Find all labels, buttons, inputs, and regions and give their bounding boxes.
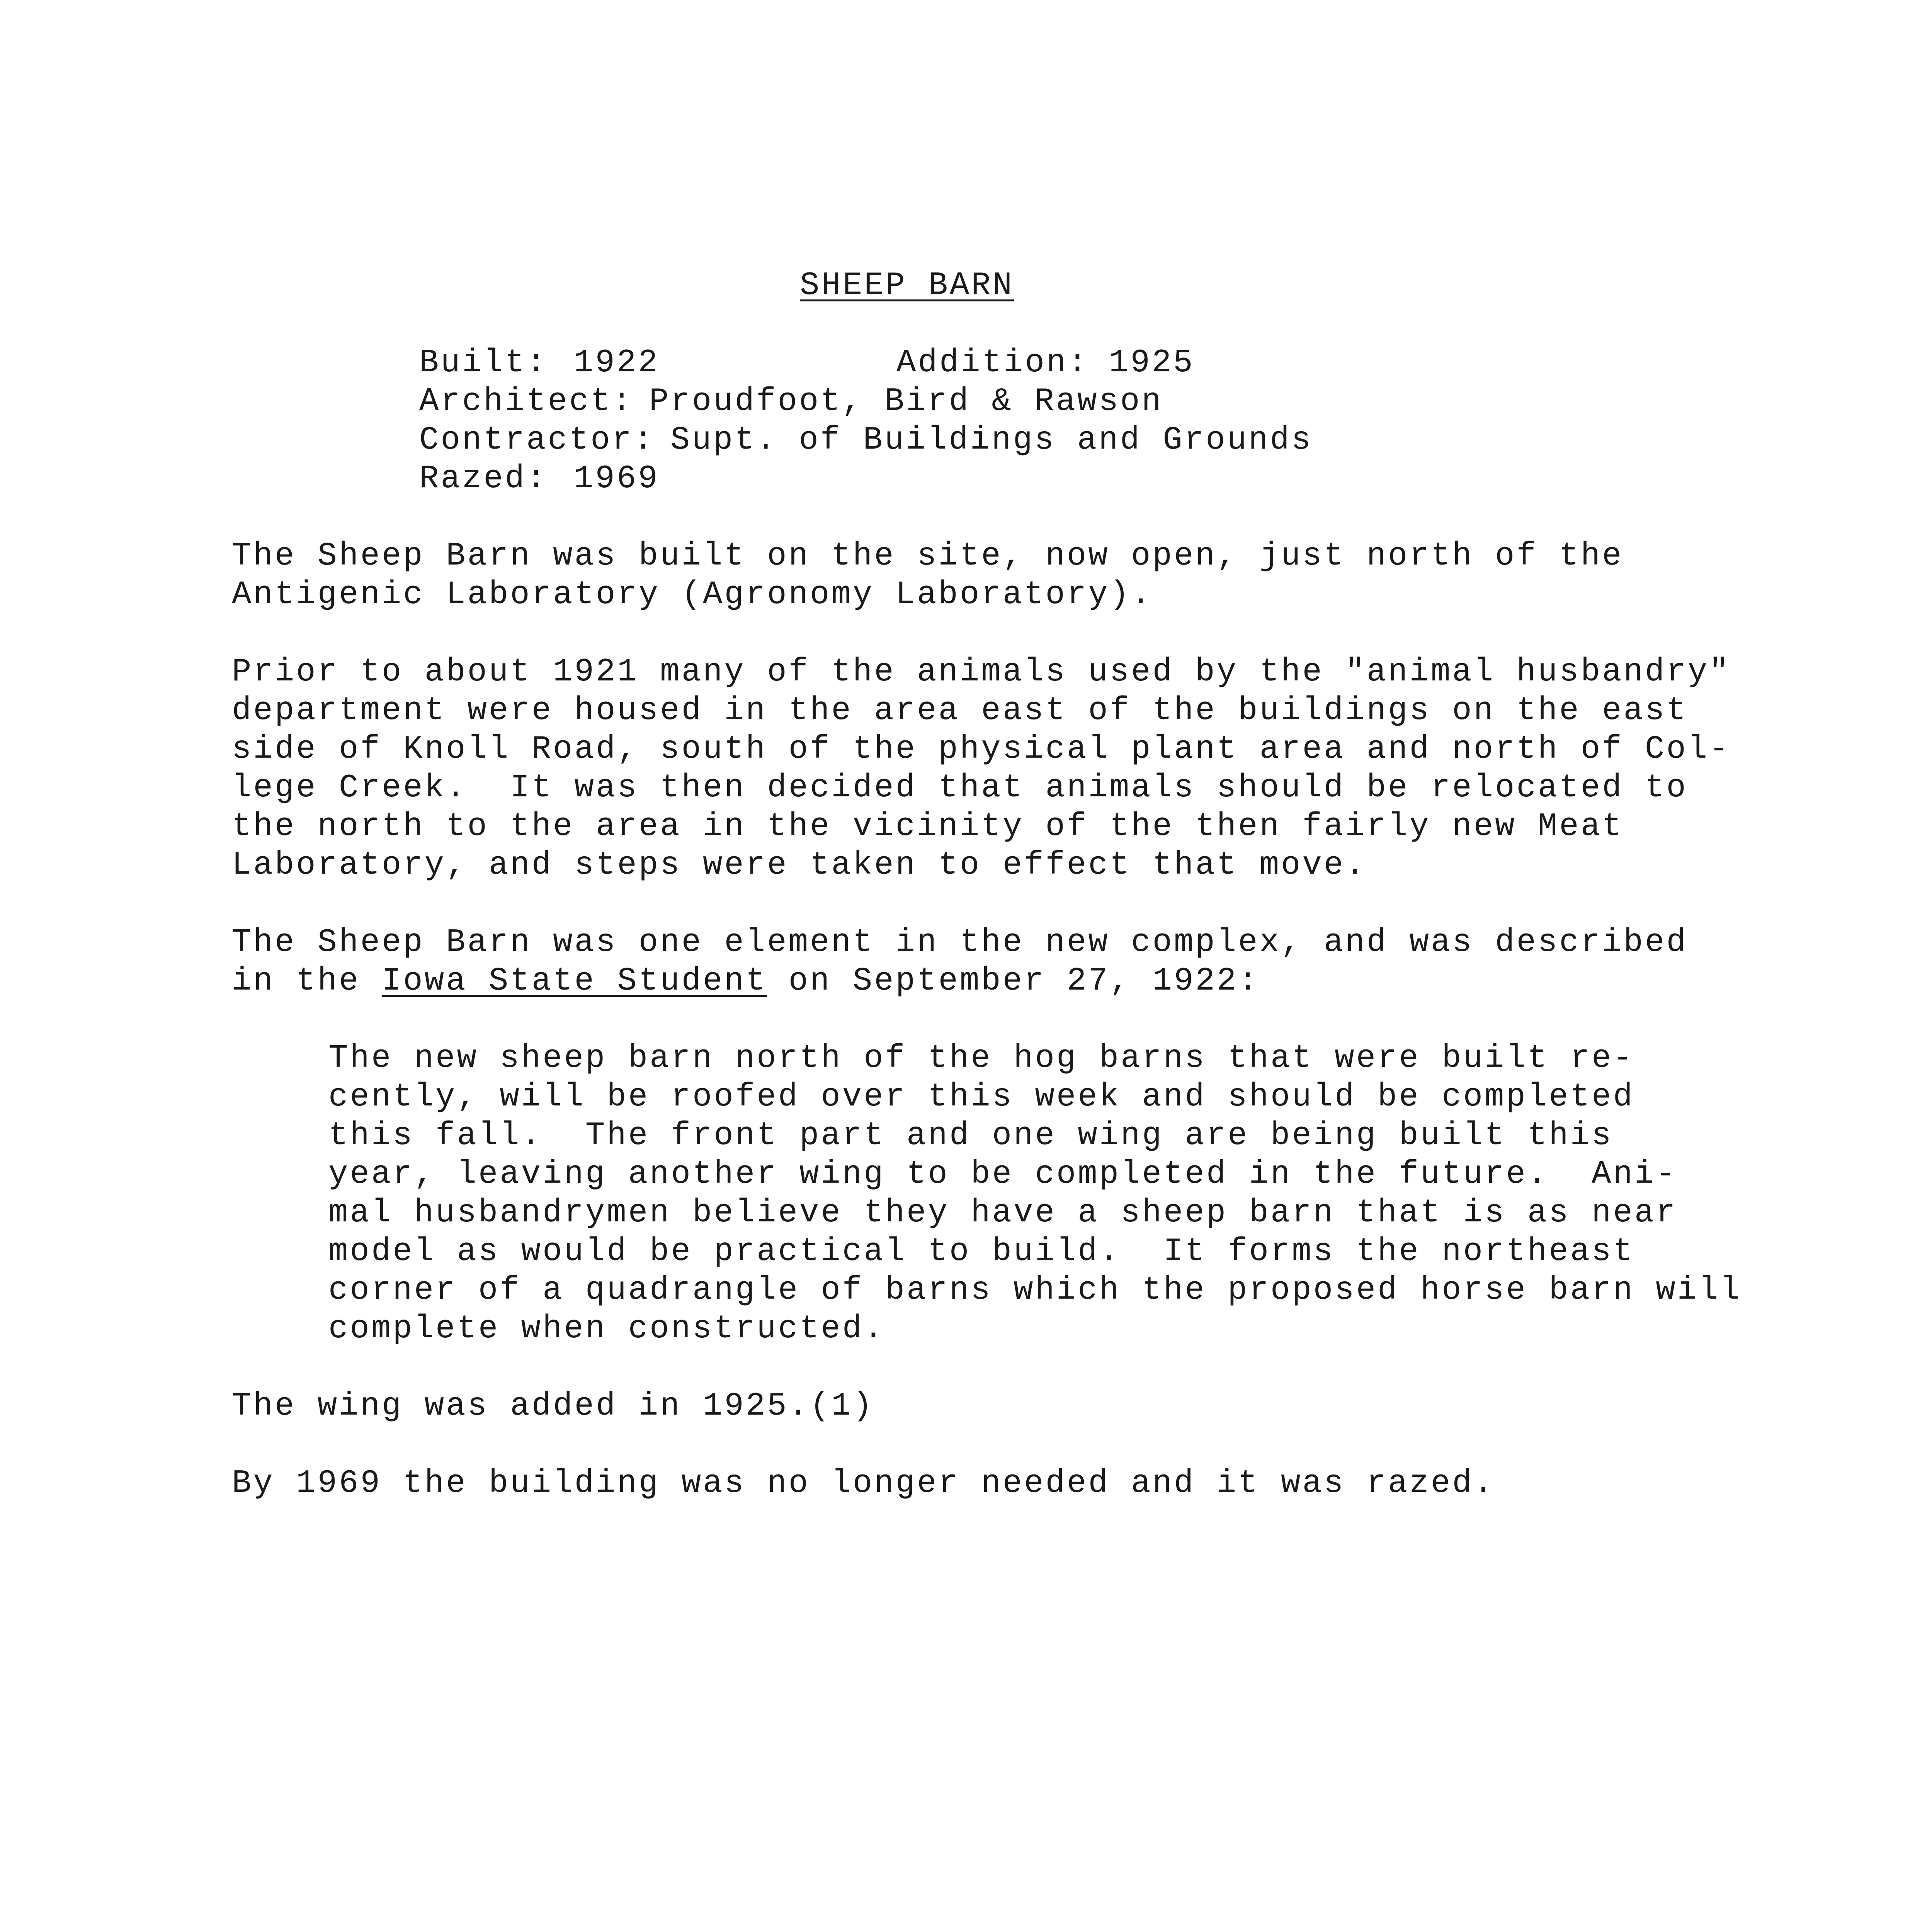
- addition-value: 1925: [1109, 345, 1195, 381]
- built-label: Built:: [419, 345, 548, 381]
- architect-value: Proudfoot, Bird & Rawson: [649, 383, 1163, 420]
- quote-line: year, leaving another wing to be completed in the future. Ani-: [328, 1156, 1677, 1193]
- contractor-value: Supt. of Buildings and Grounds: [670, 422, 1313, 459]
- paragraph-5: By 1969 the building was no longer needed and it was razed.: [232, 1465, 1495, 1502]
- paragraph-3-line: [232, 962, 1260, 1001]
- paragraph-2-line: Prior to about 1921 many of the animals used by the "animal husbandry": [232, 654, 1731, 690]
- paragraph-1-line: Antigenic Laboratory (Agronomy Laboratory).: [232, 577, 1153, 613]
- page-title: SHEEP BARN: [800, 267, 1014, 304]
- quote-line: The new sheep barn north of the hog barns that were built re-: [328, 1040, 1634, 1077]
- publication-title: Iowa State Student: [381, 963, 767, 1000]
- quote-line: mal husbandrymen believe they have a sheep barn that is as near: [328, 1195, 1677, 1231]
- paragraph-3-suffix: on September 27, 1922:: [767, 963, 1260, 1000]
- paragraph-1-line: The Sheep Barn was built on the site, now open, just north of the: [232, 538, 1624, 575]
- quote-line: this fall. The front part and one wing are being built this: [328, 1117, 1613, 1154]
- built-value: 1922: [574, 345, 660, 381]
- quote-line: model as would be practical to build. It forms the northeast: [328, 1233, 1634, 1270]
- architect-label: Architect:: [419, 383, 634, 420]
- quote-line: cently, will be roofed over this week and should be completed: [328, 1079, 1634, 1116]
- razed-label: Razed:: [419, 461, 548, 497]
- paragraph-2-line: Laboratory, and steps were taken to effect that move.: [232, 847, 1367, 884]
- paragraph-2-line: side of Knoll Road, south of the physical plant area and north of Col-: [232, 731, 1731, 768]
- paragraph-3-prefix: in the: [232, 963, 382, 1000]
- contractor-label: Contractor:: [419, 422, 655, 459]
- razed-value: 1969: [574, 461, 660, 497]
- paragraph-2-line: lege Creek. It was then decided that animals should be relocated to: [232, 770, 1688, 806]
- paragraph-3-line: The Sheep Barn was one element in the new complex, and was described: [232, 924, 1688, 961]
- addition-label: Addition:: [896, 345, 1089, 381]
- quote-line: corner of a quadrangle of barns which the proposed horse barn will: [328, 1272, 1742, 1309]
- quote-line: complete when constructed.: [328, 1311, 885, 1347]
- paragraph-2-line: department were housed in the area east of the buildings on the east: [232, 692, 1688, 729]
- paragraph-2-line: the north to the area in the vicinity of the then fairly new Meat: [232, 808, 1624, 845]
- paragraph-4: The wing was added in 1925.(1): [232, 1388, 874, 1425]
